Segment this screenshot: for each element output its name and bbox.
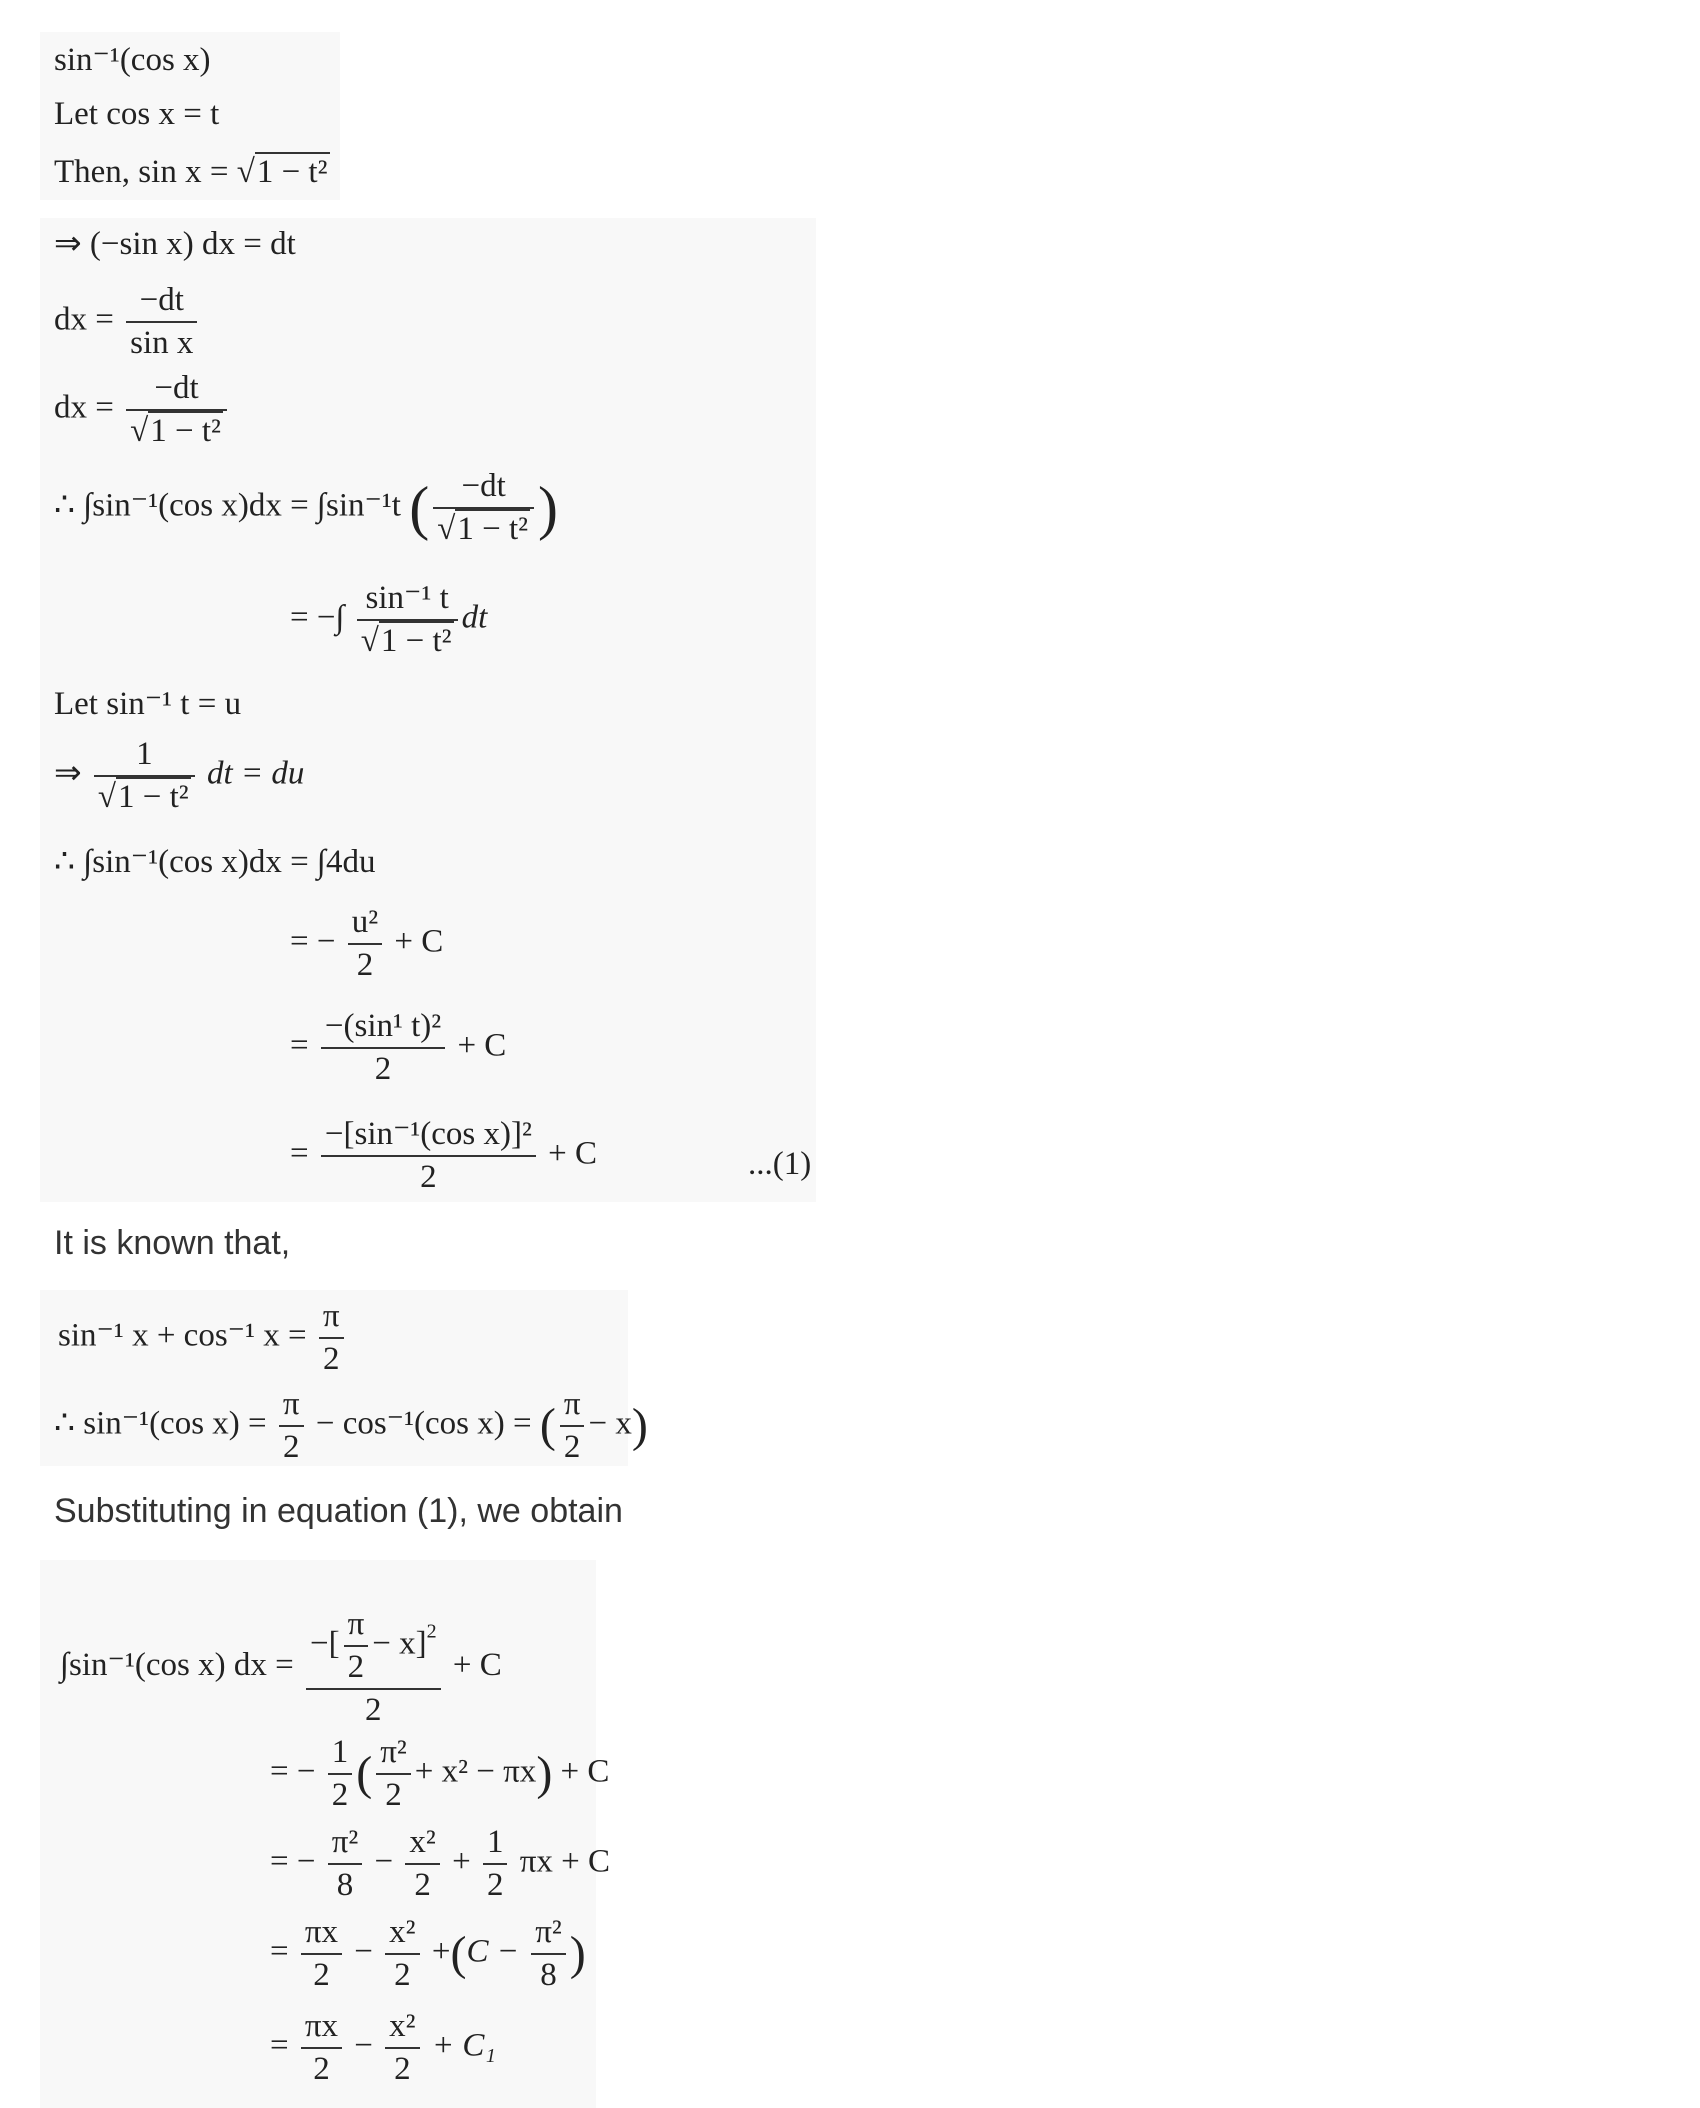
integral-tail: dt xyxy=(461,599,488,636)
dx-line-1 xyxy=(54,284,201,360)
result-tail: + C xyxy=(457,1027,507,1064)
pi-half-fraction xyxy=(560,1388,585,1464)
result-fraction xyxy=(321,1010,445,1086)
left-paren: ( xyxy=(356,1746,373,1800)
identity-line xyxy=(58,1300,348,1376)
right-paren: ) xyxy=(569,1926,586,1980)
sqrt-sign: √ xyxy=(236,154,255,190)
implies-arrow: ⇒ xyxy=(54,755,82,792)
fraction-1 xyxy=(301,1916,342,1992)
denominator: 2 xyxy=(420,1159,437,1195)
dx-lhs: dx = xyxy=(54,389,114,426)
operator: − xyxy=(374,1843,394,1880)
final-mid: + x² − πx xyxy=(414,1753,537,1790)
numerator: π xyxy=(560,1388,585,1427)
identity-lhs: ∴ sin⁻¹(cos x) = xyxy=(54,1405,267,1442)
operator: + xyxy=(452,1843,471,1880)
numerator: −dt xyxy=(126,372,227,411)
dx-lhs: dx = xyxy=(54,301,114,338)
differential-line: ⇒ (−sin x) dx = dt xyxy=(54,226,296,262)
numerator: −[sin⁻¹(cos x)]² xyxy=(321,1118,536,1157)
dx-fraction xyxy=(126,284,197,360)
denominator: 2 xyxy=(385,1777,402,1813)
result-fraction xyxy=(348,906,382,982)
numerator: sin⁻¹ t xyxy=(357,582,458,621)
result-tail: + C xyxy=(548,1135,598,1172)
operator: + xyxy=(431,1933,451,1970)
pi-half-fraction: $\frac{\pi}{2}$ xyxy=(344,1608,369,1684)
denominator: 2 xyxy=(563,1429,581,1465)
integral-fraction xyxy=(357,582,458,658)
denominator: 8 xyxy=(336,1867,354,1903)
final-line-1 xyxy=(60,1608,502,1727)
equation-tag: ...(1) xyxy=(748,1146,812,1182)
left-paren: ( xyxy=(409,475,430,541)
substitution-line: Let cos x = t xyxy=(54,96,220,132)
pi-half-fraction xyxy=(319,1300,344,1376)
fraction-2 xyxy=(405,1826,439,1902)
integral-lhs: = −∫ xyxy=(290,599,345,636)
numerator: 1 xyxy=(328,1736,353,1775)
final-tail: πx + C xyxy=(519,1843,610,1880)
denominator: 2 xyxy=(356,947,374,983)
numerator: u² xyxy=(348,906,382,945)
denominator: √1 − t² xyxy=(360,623,452,659)
numerator: π² xyxy=(531,1916,566,1955)
pi-sq-half-fraction xyxy=(376,1736,411,1812)
known-text: It is known that, xyxy=(54,1224,291,1262)
numerator: π² xyxy=(376,1736,411,1775)
integral-fraction xyxy=(433,470,534,546)
constant: C − xyxy=(466,1933,519,1970)
final-line-4 xyxy=(270,1916,586,1992)
then-prefix: Then, sin x = xyxy=(54,154,229,190)
denominator: 2 xyxy=(365,1692,382,1728)
result-line-2 xyxy=(290,1010,506,1086)
integral-lhs: ∴ ∫sin⁻¹(cos x)dx = ∫sin⁻¹t xyxy=(54,487,401,524)
left-paren: ( xyxy=(450,1926,467,1980)
numerator: πx xyxy=(301,2010,342,2049)
numerator: −dt xyxy=(433,470,534,509)
final-lhs: = xyxy=(270,2027,289,2064)
radicand: 1 − t² xyxy=(256,154,328,190)
final-lhs: = − xyxy=(270,1843,316,1880)
substituting-text: Substituting in equation (1), we obtain xyxy=(54,1492,623,1530)
final-tail: + C₁ xyxy=(431,2027,496,2064)
denominator: 2 xyxy=(374,1051,392,1087)
identity-lhs: sin⁻¹ x + cos⁻¹ x = xyxy=(58,1317,307,1354)
denominator: √1 − t² xyxy=(437,511,529,547)
identity-apply-line xyxy=(54,1388,648,1464)
result-line-3 xyxy=(290,1118,597,1194)
du-fraction xyxy=(94,738,195,814)
numerator: x² xyxy=(385,2010,419,2049)
integral-line-1 xyxy=(54,470,558,546)
final-tail: + C xyxy=(560,1753,610,1790)
final-lhs: = xyxy=(270,1933,289,1970)
denominator: 2 xyxy=(394,1957,411,1993)
du-tail: dt = du xyxy=(206,755,305,792)
denominator: 2 xyxy=(486,1867,504,1903)
numerator: −(sin¹ t)² xyxy=(321,1010,445,1049)
identity-mid: − cos⁻¹(cos x) = xyxy=(315,1405,532,1442)
final-line-5 xyxy=(270,2010,496,2086)
let-u-line: Let sin⁻¹ t = u xyxy=(54,686,242,722)
numerator: πx xyxy=(301,1916,342,1955)
numerator: −dt xyxy=(126,284,197,323)
result-lhs: = − xyxy=(290,923,336,960)
numerator: 1 xyxy=(483,1826,508,1865)
final-line-3 xyxy=(270,1826,610,1902)
operator: − xyxy=(354,1933,373,1970)
pi-half-fraction xyxy=(279,1388,304,1464)
denominator: √1 − t² xyxy=(97,779,189,815)
denominator: 2 xyxy=(394,2051,411,2087)
result-fraction xyxy=(321,1118,536,1194)
outer-fraction xyxy=(306,1608,441,1727)
numerator: π xyxy=(279,1388,304,1427)
numerator: π xyxy=(319,1300,344,1339)
denominator: 2 xyxy=(322,1341,340,1377)
left-paren: ( xyxy=(539,1398,556,1452)
denominator: 2 xyxy=(313,2051,330,2087)
integral-line-3: ∴ ∫sin⁻¹(cos x)dx = ∫4du xyxy=(54,844,376,880)
result-lhs: = xyxy=(290,1027,309,1064)
du-line xyxy=(54,738,304,814)
right-paren: ) xyxy=(538,475,558,541)
final-lhs: = − xyxy=(270,1753,316,1790)
denominator: 2 xyxy=(282,1429,300,1465)
integral-line-2 xyxy=(290,582,487,658)
denominator: 2 xyxy=(331,1777,349,1813)
fraction-2 xyxy=(385,2010,419,2086)
identity-tail: − x xyxy=(588,1405,632,1442)
dx-line-2 xyxy=(54,372,231,448)
numerator: x² xyxy=(385,1916,419,1955)
result-line-1 xyxy=(290,906,443,982)
denominator: sin x xyxy=(130,325,194,361)
result-tail: + C xyxy=(394,923,444,960)
final-lhs: ∫sin⁻¹(cos x) dx = xyxy=(60,1647,294,1684)
fraction-1 xyxy=(328,1826,363,1902)
fraction-3 xyxy=(483,1826,508,1902)
denominator: √1 − t² xyxy=(130,413,221,449)
dx-fraction xyxy=(126,372,227,448)
numerator: 1 xyxy=(94,738,195,777)
numerator: x² xyxy=(405,1826,439,1865)
numerator: −[ $\frac{\pi}{2}$ − x]$^2$ xyxy=(306,1608,441,1690)
final-line-2 xyxy=(270,1736,609,1812)
final-tail: + C xyxy=(452,1647,502,1684)
numerator: π² xyxy=(328,1826,363,1865)
expression-line: sin⁻¹(cos x) xyxy=(54,42,211,78)
fraction-3 xyxy=(531,1916,566,1992)
half-fraction xyxy=(328,1736,353,1812)
denominator: 8 xyxy=(540,1957,557,1993)
fraction-1 xyxy=(301,2010,342,2086)
fraction-2 xyxy=(385,1916,419,1992)
denominator: 2 xyxy=(414,1867,431,1903)
right-paren: ) xyxy=(631,1398,648,1452)
result-lhs: = xyxy=(290,1135,309,1172)
then-line xyxy=(54,156,330,189)
operator: − xyxy=(354,2027,373,2064)
denominator: 2 xyxy=(313,1957,330,1993)
right-paren: ) xyxy=(536,1746,553,1800)
